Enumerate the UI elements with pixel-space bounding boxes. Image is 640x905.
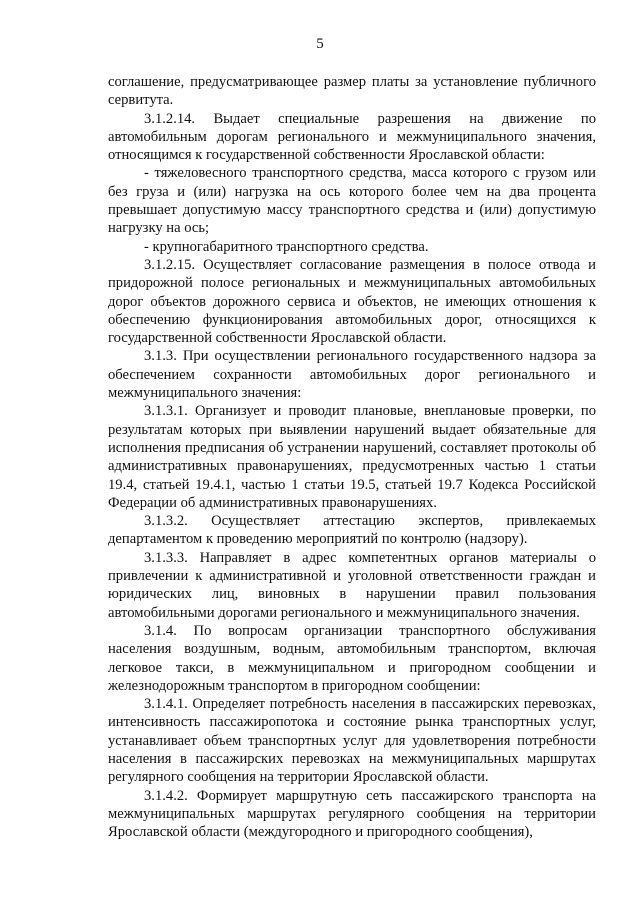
paragraph-3-1-2-15: 3.1.2.15. Осуществляет согласование размещения в полосе отвода и придорожной полосе региональных и межмуниципальных автомобильных дорог объектов дорожного сервиса и объектов, не имеющих отношения к обеспечению функционирования автомобильных дорог, относящихся к государственной собственности Ярославской области. <box>108 256 596 347</box>
paragraph-3-1-4-2: 3.1.4.2. Формирует маршрутную сеть пассажирского транспорта на межмуниципальных маршрутах регулярного сообщения на территории Ярославской области (междугородного и пригородного сообщения), <box>108 787 596 841</box>
list-item-oversized-vehicle: - крупногабаритного транспортного средства. <box>144 238 429 255</box>
paragraph-3-1-4-1: 3.1.4.1. Определяет потребность населения в пассажирских перевозках, интенсивность пассажиропотока и состояние рынка транспортных услуг, устанавливает объем транспортных услуг для удовлетворения потребности населения в пассажирских перевозках на межмуниципальных маршрутах регулярного сообщения на территории Ярославской области. <box>108 696 596 786</box>
paragraph-3-1-3-1: 3.1.3.1. Организует и проводит плановые, внеплановые проверки, по результатам которых при выявлении нарушений выдает обязательные для исполнения предписания об устранении нарушений, составляет протоколы об административных правонарушениях, предусмотренных частью 1 статьи 19.4, статьей 19.4.1, частью 1 статьи 19.5, статьей 19.7 Кодекса Российской Федерации об административных правонарушениях. <box>108 403 596 511</box>
paragraph-3-1-4: 3.1.4. По вопросам организации транспортного обслуживания населения воздушным, водным, автомобильным транспортом, включая легковое такси, в межмуниципальном и пригородном сообщении и железнодорожным транспортом в пригородном сообщении: <box>108 622 596 694</box>
paragraph-continuation: соглашение, предусматривающее размер платы за установление публичного сервитута. <box>108 74 596 109</box>
page-number: 5 <box>316 36 324 52</box>
paragraph-3-1-3-3: 3.1.3.3. Направляет в адрес компетентных органов материалы о привлечении к административной и уголовной ответственности граждан и юридических лиц, виновных в нарушении правил пользования автомобильными дорогами регионального и межмуниципального значения. <box>108 549 596 621</box>
paragraph-3-1-3: 3.1.3. При осуществлении регионального государственного надзора за обеспечением сохранности автомобильных дорог регионального и межмуниципального значения: <box>108 348 596 402</box>
paragraph-3-1-3-2: 3.1.3.2. Осуществляет аттестацию экспертов, привлекаемых департаментом к проведению мероприятий по контролю (надзору). <box>108 513 596 548</box>
paragraph-3-1-2-14: 3.1.2.14. Выдает специальные разрешения на движение по автомобильным дорогам регионального и межмуниципального значения, относящимся к государственной собственности Ярославской области: <box>108 110 596 164</box>
list-item-heavy-vehicle: - тяжеловесного транспортного средства, масса которого с грузом или без груза и (или) нагрузка на ось которого более чем на два процента превышает допустимую массу транспортного средства и (или) допустимую нагрузку на ось; <box>108 165 596 237</box>
document-body <box>108 73 596 841</box>
